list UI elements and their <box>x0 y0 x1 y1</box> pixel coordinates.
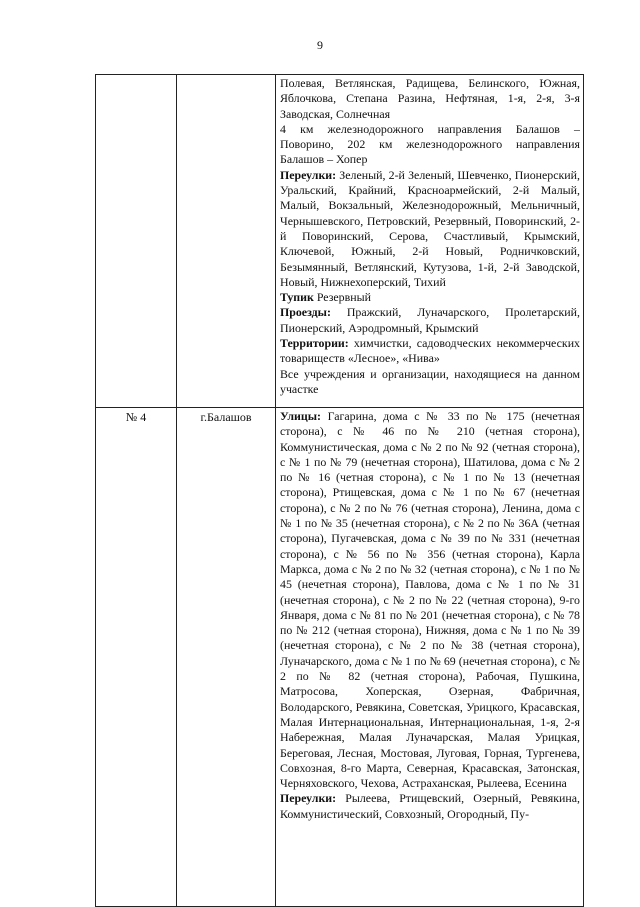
passages-paragraph <box>280 305 580 336</box>
deadend-paragraph <box>280 290 580 305</box>
city-cell <box>177 75 276 408</box>
streets-label: Улицы: <box>280 409 322 423</box>
district-table <box>95 74 584 907</box>
passages-label: Проезды: <box>280 305 331 320</box>
lanes-paragraph <box>280 168 580 290</box>
deadend-label: Тупик <box>280 290 314 305</box>
district-number: № 4 <box>96 408 177 907</box>
territories-label: Территории: <box>280 336 349 351</box>
territories-paragraph <box>280 336 580 367</box>
territories-list: химчистки, садоводческих некоммерческих товариществ «Лесное», «Нива» <box>280 336 580 366</box>
institutions-text: Все учреждения и организации, находящиеся на данном участке <box>280 366 580 396</box>
lanes-paragraph <box>280 791 580 822</box>
lanes-label: Переулки: <box>280 791 337 806</box>
streets-list: Гагарина, дома с № 33 по № 175 (нечетная сторона), с № 46 по № 210 (четная сторона), Коммунистическая, дома с № 2 по № 92 (четная сторона), с № 1 по № 79 (нечетная сторона), Шатилова, дома с № 2 по № 16 (четная сторона), с № 1 по № 13 (нечетная сторона), Ртищевская, дома с № 1 по № 67 (нечетная сторона), с № 2 по № 76 (четная сторона), Ленина, дома с № 1 по № 35 (нечетная сторона), с № 2 по № 36А (четная сторона), Пугачевская, дома с № 39 по № 331 (нечетная сторона), с № 56 по № 356 (четная сторона), Карла Маркса, дома с № 2 по № 32 (четная сторона), с № 1 по № 45 (нечетная сторона), Павлова, дома с № 1 по № 31 (нечетная сторона), с № 2 по № 22 (четная сторона), 9-го Января, дома с № 81 по № 201 (нечетная сторона), с № 78 по № 212 (четная сторона), Нижняя, дома с № 1 по № 39 (нечетная сторона), с № 2 по № 38 (четная сторона), Луначарского, дома с № 1 по № 69 (нечетная сторона), с № 2 по № 82 (четная сторона), Рабочая, Пушкина, Матросова, Хоперская, Озерная, Фабричная, Володарского, Ревякина, Советская, Урицкого, Красавская, Малая Интернациональная, Интернациональная, 1-я, 2-я Набережная, Малая Луначарская, Малая Урицкая, Береговая, Лесная, Мостовая, Луговая, Горная, Тургенева, Совхозная, 8-го Марта, Северная, Красавская, Затонская, Черняховского, Чехова, Астраханская, Рылеева, Есенина <box>280 409 580 791</box>
lanes-label: Переулки: <box>280 167 337 182</box>
city-name: г.Балашов <box>177 408 276 907</box>
table-row <box>96 75 584 408</box>
addresses-cell <box>276 75 584 408</box>
page-number: 9 <box>317 38 323 52</box>
railway-text: 4 км железнодорожного направления Балашов – Поворино, 202 км железнодорожного направления Балашов – Хопер <box>280 121 580 167</box>
table-row <box>96 408 584 907</box>
streets-paragraph <box>280 409 580 791</box>
number-cell <box>96 75 177 408</box>
lanes-list: Рылеева, Ртищевский, Озерный, Ревякина, Коммунистический, Совхозный, Огородный, Пу- <box>280 791 580 821</box>
addresses-cell <box>276 408 584 907</box>
passages-list: Пражский, Луначарского, Пролетарский, Пионерский, Аэродромный, Крымский <box>280 305 580 335</box>
streets-continued: Полевая, Ветлянская, Радищева, Белинского, Южная, Яблочкова, Степана Разина, Нефтяная, 1-я, 2-я, 3-я Заводская, Солнечная <box>280 76 580 121</box>
lanes-list: Зеленый, 2-й Зеленый, Шевченко, Пионерский, Уральский, Крайний, Красноармейский, 2-й Малый, Малый, Вокзальный, Железнодорожный, Мельничный, Чернышевского, Петровский, Резервный, Поворинский, 2-й Поворинский, Серова, Счастливый, Крымский, Ключевой, Южный, 2-й Новый, Родничковский, Безымянный, Ветлянский, Кутузова, 1-й, 2-й Заводской, Новый, Нижнехоперский, Тихий <box>280 167 580 289</box>
deadend-list: Резервный <box>313 290 371 305</box>
